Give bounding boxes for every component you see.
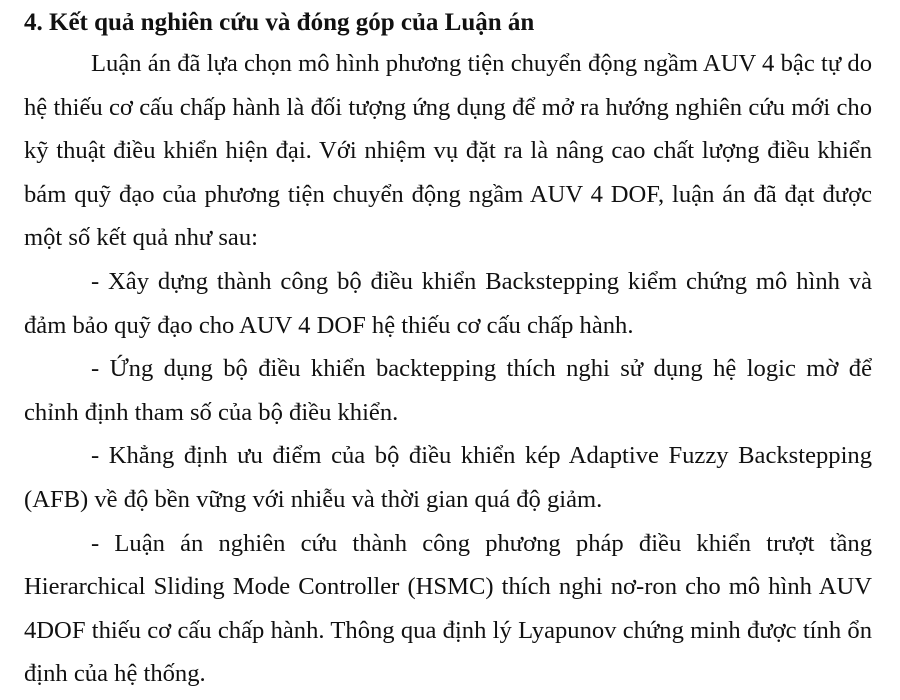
result-item-hsmc: - Luận án nghiên cứu thành công phương pháp điều khiển trượt tầng Hierarchical Sliding Mode Controller (HSMC) thích nghi nơ-ron cho mô hình AUV 4DOF thiếu cơ cấu chấp hành. Thông qua định lý Lyapunov chứng minh được tính ổn định của hệ thống. — [24, 529, 872, 688]
document-page — [24, 0, 872, 696]
intro-paragraph: Luận án đã lựa chọn mô hình phương tiện chuyển động ngầm AUV 4 bậc tự do hệ thiếu cơ cấu chấp hành là đối tượng ứng dụng để mở ra hướng nghiên cứu mới cho kỹ thuật điều khiển hiện đại. Với nhiệm vụ đặt ra là nâng cao chất lượng điều khiển bám quỹ đạo của phương tiện chuyển động ngầm AUV 4 DOF, luận án đã đạt được một số kết quả như sau: — [24, 50, 872, 252]
result-item-adaptive-fuzzy: - Ứng dụng bộ điều khiển backtepping thích nghi sử dụng hệ logic mờ để chỉnh định tham số của bộ điều khiển. — [24, 355, 872, 426]
result-item-backstepping: - Xây dựng thành công bộ điều khiển Backstepping kiểm chứng mô hình và đảm bảo quỹ đạo cho AUV 4 DOF hệ thiếu cơ cấu chấp hành. — [24, 267, 872, 339]
result-item-afb-advantages: - Khẳng định ưu điểm của bộ điều khiển kép Adaptive Fuzzy Backstepping (AFB) về độ bền vững với nhiễu và thời gian quá độ giảm. — [24, 442, 872, 513]
section-heading: 4. Kết quả nghiên cứu và đóng góp của Luận án — [24, 9, 535, 36]
